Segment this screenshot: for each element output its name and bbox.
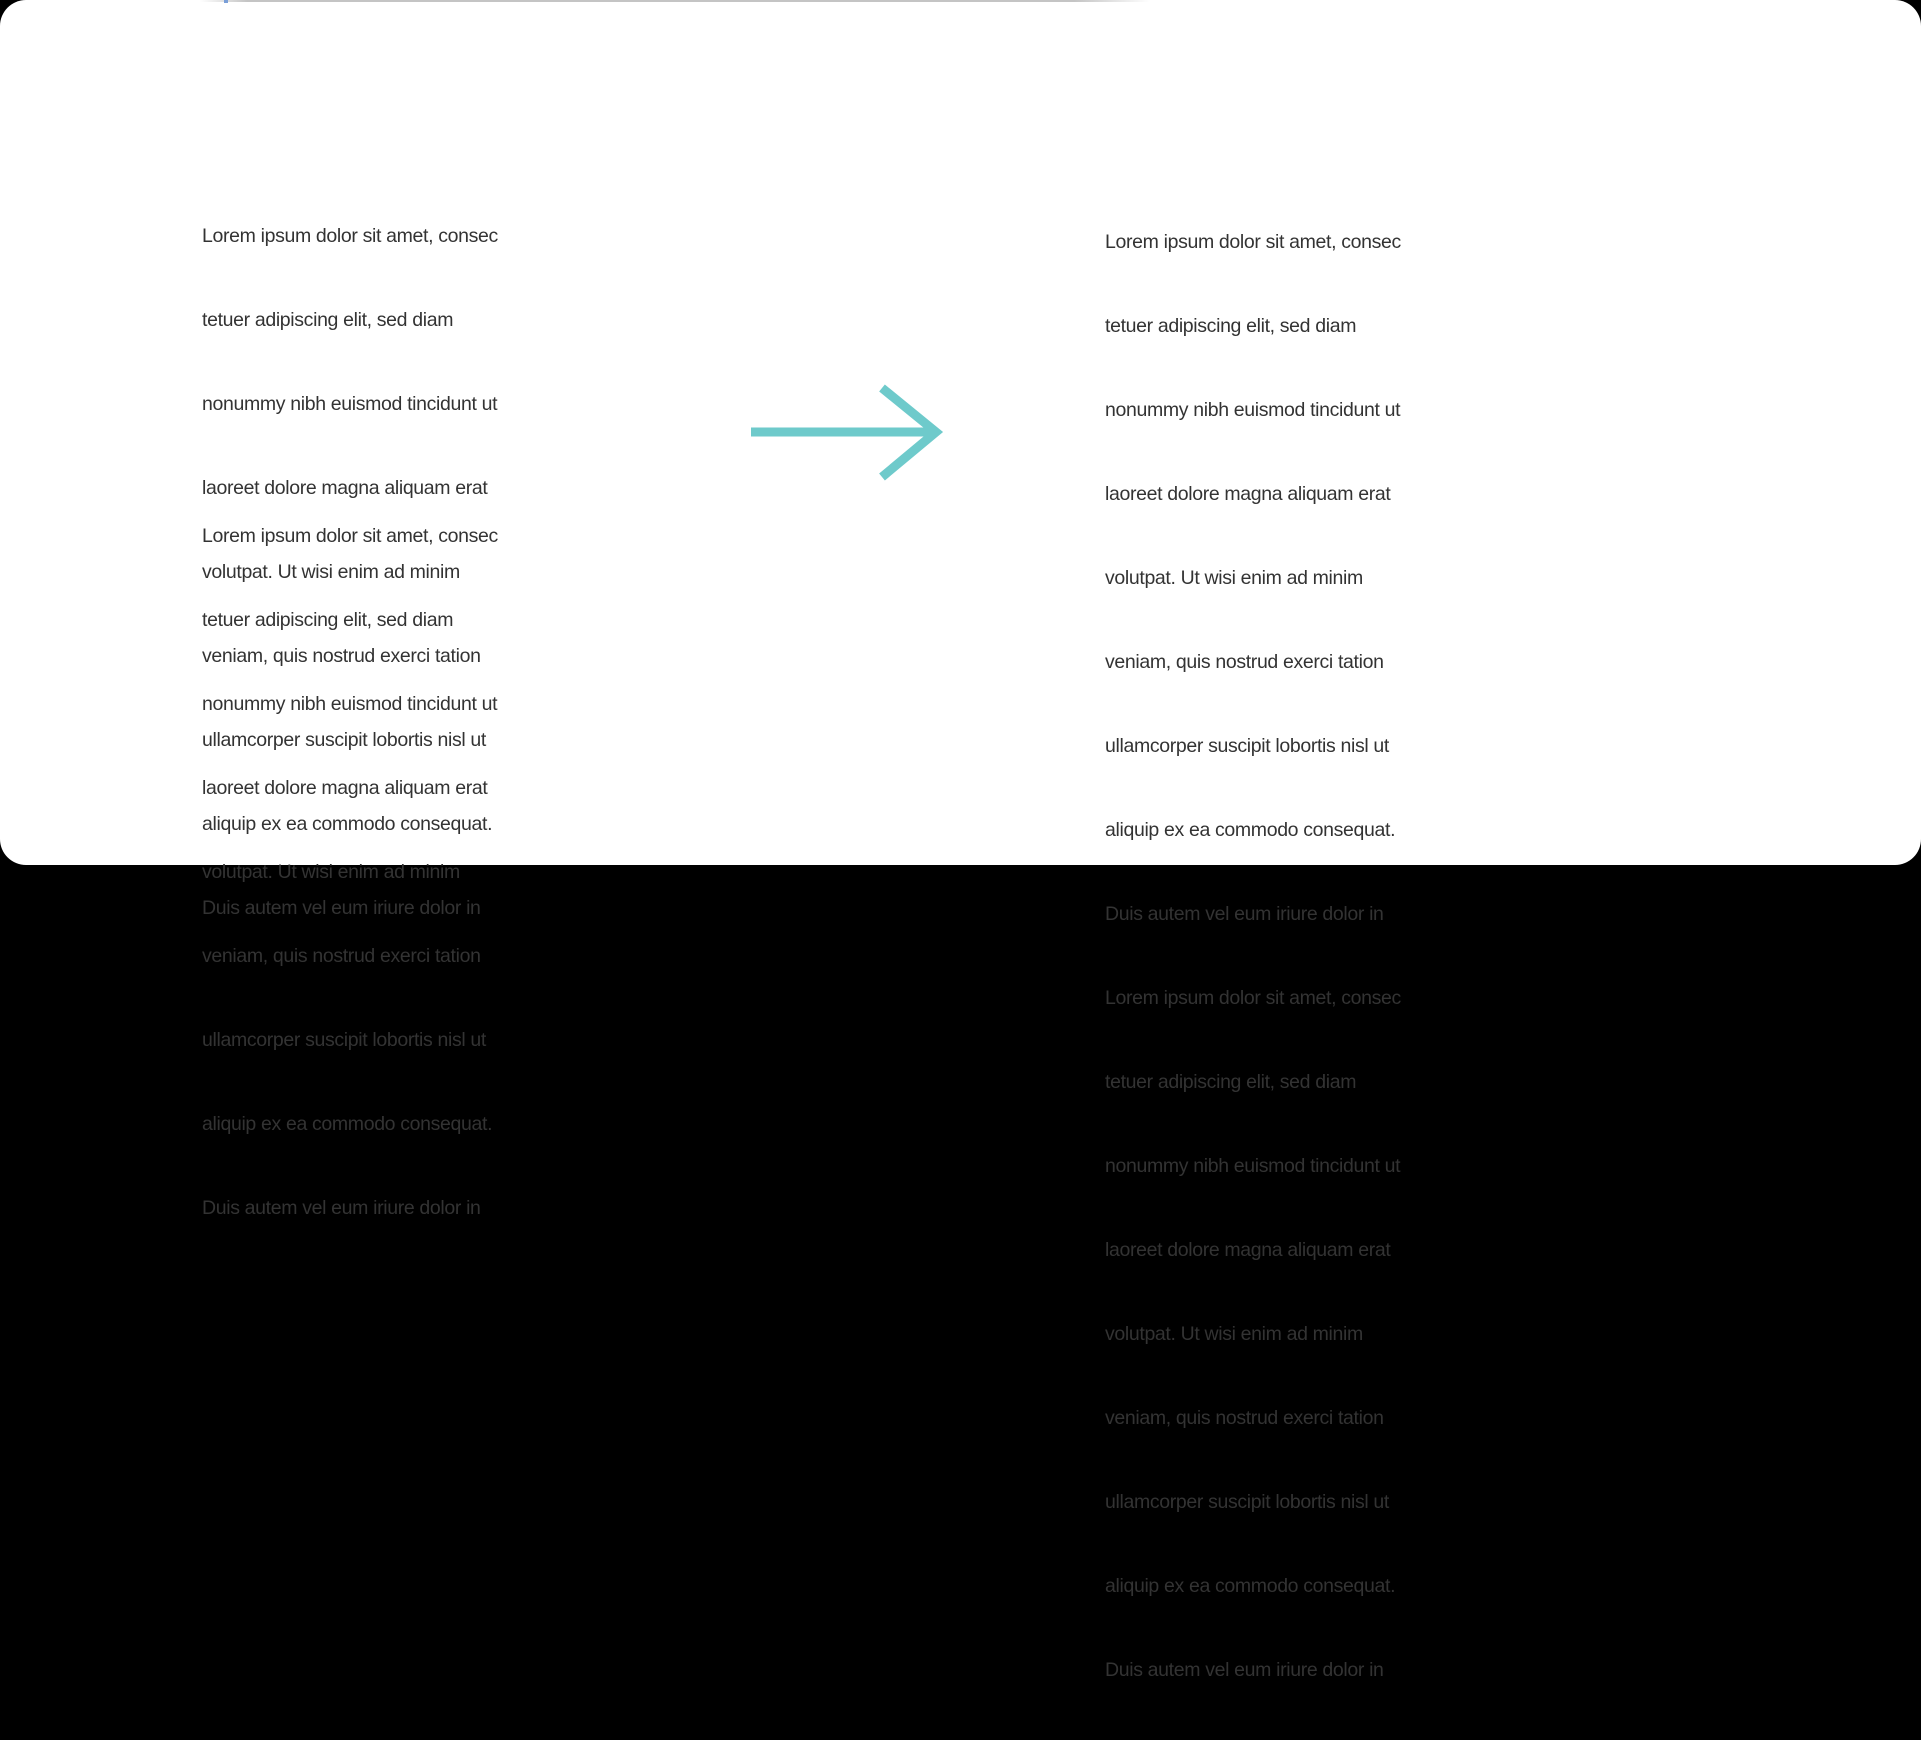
text-line: Lorem ipsum dolor sit amet, consec	[1105, 987, 1401, 1009]
top-divider	[200, 0, 1150, 2]
text-line: volutpat. Ut wisi enim ad minim	[202, 861, 460, 883]
text-line: veniam, quis nostrud exerci tation	[1105, 1407, 1384, 1429]
left-paragraph-2	[202, 466, 498, 1278]
text-line: tetuer adipiscing elit, sed diam	[1105, 1071, 1357, 1093]
text-line: veniam, quis nostrud exerci tation	[1105, 651, 1384, 673]
text-line: Duis autem vel eum iriure dolor in	[202, 1197, 481, 1219]
text-line: aliquip ex ea commodo consequat.	[202, 1113, 493, 1135]
text-line: aliquip ex ea commodo consequat.	[1105, 1575, 1396, 1597]
text-line: aliquip ex ea commodo consequat.	[202, 813, 493, 835]
right-arrow-icon	[748, 380, 948, 490]
text-line: laoreet dolore magna aliquam erat	[202, 777, 488, 799]
text-line: ullamcorper suscipit lobortis nisl ut	[202, 1029, 486, 1051]
text-line: aliquip ex ea commodo consequat.	[1105, 819, 1396, 841]
text-line: volutpat. Ut wisi enim ad minim	[202, 561, 460, 583]
text-line: ullamcorper suscipit lobortis nisl ut	[1105, 1491, 1389, 1513]
text-line: nonummy nibh euismod tincidunt ut	[1105, 399, 1401, 421]
text-line: laoreet dolore magna aliquam erat	[202, 477, 488, 499]
text-line: tetuer adipiscing elit, sed diam	[1105, 315, 1357, 337]
text-line: nonummy nibh euismod tincidunt ut	[202, 693, 498, 715]
text-line: veniam, quis nostrud exerci tation	[202, 645, 481, 667]
text-line: nonummy nibh euismod tincidunt ut	[1105, 1155, 1401, 1177]
text-line: Lorem ipsum dolor sit amet, consec	[202, 525, 498, 547]
text-line: volutpat. Ut wisi enim ad minim	[1105, 1323, 1363, 1345]
merged-paragraph	[1105, 172, 1401, 1740]
text-line: laoreet dolore magna aliquam erat	[1105, 483, 1391, 505]
text-line: Duis autem vel eum iriure dolor in	[202, 897, 481, 919]
text-line: laoreet dolore magna aliquam erat	[1105, 1239, 1391, 1261]
text-line: ullamcorper suscipit lobortis nisl ut	[202, 729, 486, 751]
text-line: Duis autem vel eum iriure dolor in	[1105, 1659, 1384, 1681]
top-divider-marker	[224, 0, 228, 3]
text-line: tetuer adipiscing elit, sed diam	[202, 609, 454, 631]
text-line: volutpat. Ut wisi enim ad minim	[1105, 567, 1363, 589]
text-line: Duis autem vel eum iriure dolor in	[1105, 903, 1384, 925]
text-line: nonummy nibh euismod tincidunt ut	[202, 393, 498, 415]
text-line: veniam, quis nostrud exerci tation	[202, 945, 481, 967]
text-line: ullamcorper suscipit lobortis nisl ut	[1105, 735, 1389, 757]
text-line: tetuer adipiscing elit, sed diam	[202, 309, 454, 331]
text-line: Lorem ipsum dolor sit amet, consec	[202, 225, 498, 247]
text-line: Lorem ipsum dolor sit amet, consec	[1105, 231, 1401, 253]
